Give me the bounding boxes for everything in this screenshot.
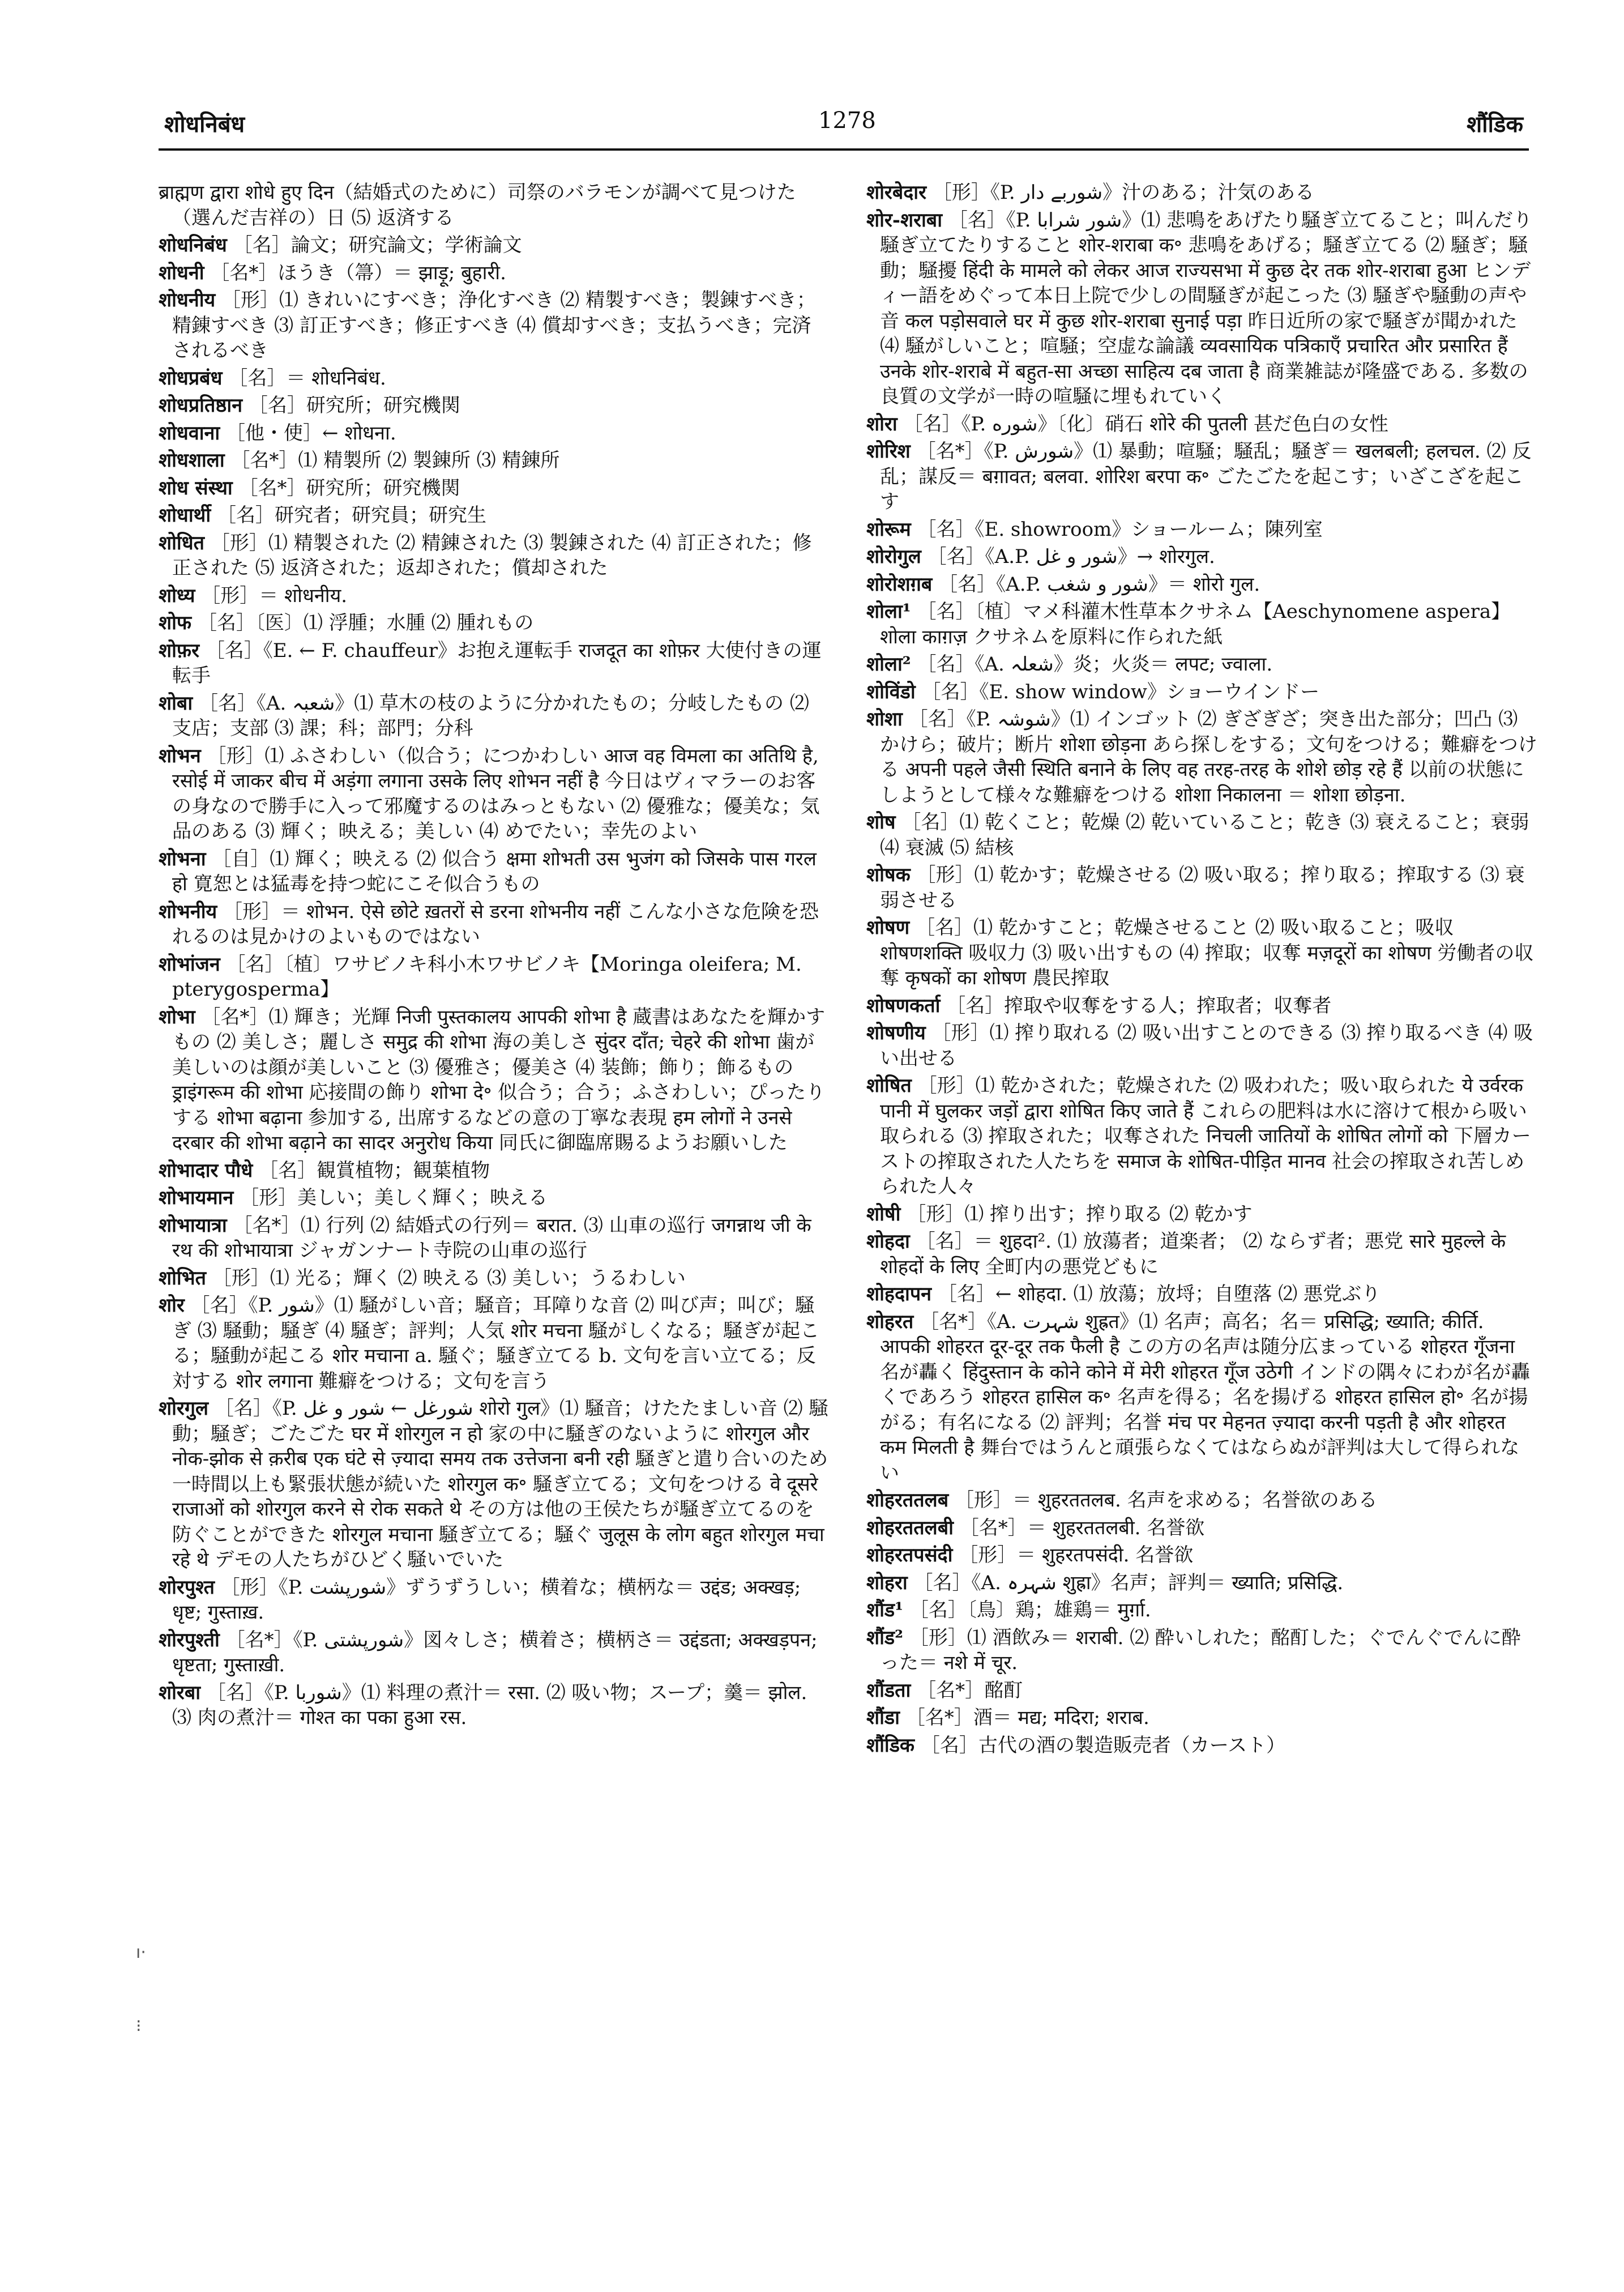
entry-definition: ［名*］⑴ 行列 ⑵ 結婚式の行列＝ बरात. ⑶ 山車の巡行 जगन्नाथ जी के रथ की शोभायात्रा ジャガンナート寺院の山車の巡行 — [172, 1214, 811, 1262]
entry-headword: शोधार्थी — [159, 504, 211, 527]
entry-definition: ［名］＝ शुहदा². ⑴ 放蕩者；道楽者； ⑵ ならず者；悪党 सारे मुहल्ले के शोहदों के लिए 全町内の悪党どもに — [880, 1230, 1506, 1278]
entry-definition: ［形］⑴ 乾かす；乾燥させる ⑵ 吸い取る；搾り取る；搾取する ⑶ 衰弱させる — [880, 864, 1525, 912]
dictionary-entry — [159, 366, 830, 391]
entry-headword: शोफ — [159, 612, 192, 634]
entry-headword: शोहदा — [866, 1230, 910, 1253]
entry-headword: शोषित — [866, 1074, 912, 1097]
dictionary-entry — [159, 1185, 830, 1211]
entry-definition: ［名*］＝ शुहरततलबी. 名誉欲 — [959, 1516, 1205, 1539]
entry-headword: शोभांजन — [159, 953, 220, 976]
entry-headword: शोध्य — [159, 584, 195, 607]
header-rule — [159, 148, 1529, 151]
page-number: 1278 — [818, 108, 876, 134]
entry-definition: ［名］《A.P. شور و شغب》＝ शोरो गुल. — [938, 573, 1260, 596]
entry-definition: ［形］＝ शुहरततलब. 名声を求める；名誉欲のある — [954, 1489, 1378, 1512]
entry-definition: ［形］＝ शोभन. ऐसे छोटे ख़तरों से डरना शोभनीय नहीं こんな小さな危険を恐れるのは見かけのよいものではない — [172, 900, 819, 948]
entry-definition: ［名］《P. شوربا》⑴ 料理の煮汁＝ रसा. ⑵ 吸い物；スープ；羹＝ झोल. ⑶ 肉の煮汁＝ गोश्त का पका हुआ रस. — [172, 1681, 807, 1729]
dictionary-entry — [866, 1733, 1537, 1759]
dictionary-entry — [866, 680, 1537, 705]
dictionary-entry — [159, 233, 830, 258]
entry-definition: ［名］論文；研究論文；学術論文 — [233, 234, 522, 257]
dictionary-entry — [866, 599, 1537, 650]
dictionary-entry — [866, 707, 1537, 808]
dictionary-entry — [159, 1158, 830, 1184]
entry-headword: शोर — [159, 1294, 185, 1317]
entry-definition: ［自］⑴ 輝く；映える ⑵ 似合う क्षमा शोभती उस भुजंग को जिसके पास गरल हो 寛恕とは猛毒を持つ蛇にこそ似合うもの — [172, 847, 817, 895]
entry-definition: ［名］《P. شوره》〔化〕硝石 शोरे की पुतली 甚だ色白の女性 — [903, 412, 1388, 436]
entry-headword: शोला¹ — [866, 600, 911, 623]
entry-headword: शोरोशग़ब — [866, 573, 933, 596]
dictionary-entry — [159, 476, 830, 501]
entry-definition: ［名］《E. ← F. chauffeur》お抱え運転手 राजदूत का शोफ़र 大使付きの運転手 — [172, 639, 822, 687]
entry-definition: ［形］⑴ 光る；輝く ⑵ 映える ⑶ 美しい；うるわしい — [212, 1266, 686, 1290]
entry-headword: शोधशाला — [159, 449, 225, 472]
dictionary-entry — [866, 1625, 1537, 1676]
entry-definition: ［形］⑴ 搾り取れる ⑵ 吸い出すことのできる ⑶ 搾り取るべき ⑷ 吸い出せる — [880, 1022, 1533, 1070]
dictionary-entry — [866, 993, 1537, 1019]
page-header — [164, 108, 1523, 147]
entry-headword: शोधित — [159, 531, 205, 554]
entry-definition: ［名*］⑴ 輝き；光輝 निजी पुस्तकालय आपकी शोभा है 蔵書はあなたを輝かすもの ⑵ 美しさ；麗しさ समुद्र की शोभा 海の美しさ सुंदर दाँत; चेहरे की शोभा 歯が美しいのは顔が美しいこと ⑶ 優雅さ；優美さ ⑷ 装飾；飾り；飾るもの ड्राइंगरूम की शोभा 応接間の飾り शोभा दे॰ 似合う；合う；ふさわしい；ぴったりする शोभा बढ़ाना 参加する, 出席するなどの意の丁寧な表現 हम लोगों ने उनसे दरबार की शोभा बढ़ाने का सादर अनुरोध किया 同氏に御臨席賜るようお願いした — [172, 1005, 826, 1154]
entry-headword: शोभायमान — [159, 1186, 234, 1209]
dictionary-entry — [866, 1570, 1537, 1596]
dictionary-entry — [866, 1705, 1537, 1731]
entry-headword: शोभनीय — [159, 900, 217, 923]
entry-definition: ［名］観賞植物；観葉植物 — [259, 1159, 490, 1182]
dictionary-entry — [866, 1229, 1537, 1279]
entry-definition: ［形］⑴ ふさわしい（似合う；につかわしい आज वह विमला का अतिथि है, रसोई में जाकर बीच में अड़ंगा लगाना उसके लिए शोभन नहीं है 今日はヴィマラーのお客の身なので勝手に入って邪魔するのはみっともない ⑵ 優雅な；優美な；気品のある ⑶ 輝く；映える；美しい ⑷ めでたい；幸先のよい — [172, 744, 820, 843]
entry-headword: शोषण — [866, 916, 910, 939]
entry-headword: शौंड¹ — [866, 1599, 904, 1621]
dictionary-entry — [159, 180, 830, 231]
entry-definition: ［形］＝ शुहरतपसंदी. 名誉欲 — [959, 1544, 1194, 1567]
dictionary-entry — [866, 208, 1537, 409]
dictionary-entry — [866, 572, 1537, 597]
entry-headword: शोशा — [866, 708, 903, 731]
dictionary-entry — [866, 1073, 1537, 1200]
dictionary-entry — [159, 1293, 830, 1394]
dictionary-entry — [866, 810, 1537, 860]
dictionary-entry — [159, 503, 830, 528]
entry-definition: ［名*］酒＝ मद्य; मदिरा; शराब. — [905, 1706, 1149, 1729]
entry-headword: शोधनिबंध — [159, 234, 227, 257]
entry-definition: ［名］研究者；研究員；研究生 — [217, 504, 486, 527]
entry-headword: शोभादार पौधे — [159, 1159, 253, 1182]
entry-headword: शोषणकर्ता — [866, 994, 941, 1017]
entry-headword: शोहदापन — [866, 1283, 932, 1305]
entry-headword: शोधनी — [159, 261, 204, 284]
entry-definition: ［名］古代の酒の製造販売者（カースト） — [920, 1734, 1286, 1757]
entry-definition: ［名］《E. show window》ショーウインドー — [921, 680, 1320, 703]
entry-definition: ［形］美しい；美しく輝く；映える — [240, 1186, 548, 1209]
entry-definition: ［名］研究所；研究機関 — [248, 394, 460, 417]
dictionary-entry — [866, 863, 1537, 913]
entry-definition: ［形］⑴ 酒飲み＝ शराबी. ⑵ 酔いしれた；酩酊した；ぐでんぐでんに酔った＝ नशे में चूर. — [880, 1626, 1521, 1674]
running-head-left: शोधनिबंध — [164, 111, 245, 138]
entry-headword: शोहरततलब — [866, 1489, 949, 1512]
entry-definition: ［名*］《P. شورش》⑴ 暴動；喧騒；騒乱；騒ぎ＝ खलबली; हलचल. ⑵ 反乱；謀反＝ बग़ावत; बलवा. शोरिश बरपा क॰ ごたごたを起こす；いざこざを起こす — [880, 440, 1532, 513]
dictionary-entry — [159, 952, 830, 1002]
entry-definition: ［名*］ほうき（箒）＝ झाड़ू; बुहारी. — [210, 261, 506, 284]
entry-headword: शोभन — [159, 744, 201, 767]
entry-headword: शोभा — [159, 1005, 195, 1028]
dictionary-entry — [159, 1213, 830, 1264]
entry-headword: शोहरत — [866, 1310, 914, 1333]
entry-headword: शोधवाना — [159, 421, 220, 445]
entry-headword: शोभित — [159, 1266, 207, 1290]
entry-definition: ［形］《P. شوربے دار》汁のある；汁気のある — [932, 181, 1315, 204]
dictionary-entry — [159, 583, 830, 609]
dictionary-entry — [866, 1202, 1537, 1227]
entry-headword: शोष — [866, 811, 896, 834]
entry-headword: शोरोगुल — [866, 545, 921, 568]
dictionary-entry — [866, 439, 1537, 515]
dictionary-entry — [866, 1598, 1537, 1623]
entry-headword: शोला² — [866, 653, 911, 676]
dictionary-entry — [866, 1309, 1537, 1486]
entry-headword: शोध संस्था — [159, 476, 233, 500]
entry-definition: ［名］《P. شور شرابا》⑴ 悲鳴をあげたり騒ぎ立てること；叫んだり騒ぎ立てたりすること शोर-शराबा क॰ 悲鳴をあげる；騒ぎ立てる ⑵ 騒ぎ；騒動；騒擾 हिंदी के मामले को लेकर आज राज्यसभा में कुछ देर तक शोर-शराबा हुआ ヒンディー語をめぐって本日上院で少しの間騒ぎが起こった ⑶ 騒ぎや騒動の声や音 कल पड़ोसवाले घर में कुछ शोर-शराबा सुनाई पड़ा 昨日近所の家で騒ぎが聞かれた ⑷ 騒がしいこと；喧騒；空虚な論議 व्यवसायिक पत्रिकाएँ प्रचारित और प्रसारित हैं उनके शोर-शराबे में बहुत-सा अच्छा साहित्य दब जाता है 商業雑誌が隆盛である. 多数の良質の文学が一時の喧騒に埋もれていく — [880, 208, 1533, 408]
entry-headword: शोरपुश्ती — [159, 1628, 220, 1651]
entry-definition: ［形］⑴ 精製された ⑵ 精錬された ⑶ 製錬された ⑷ 訂正された；修正された ⑸ 返済された；返却された；償却された — [172, 531, 812, 579]
entry-headword: शोधप्रतिष्ठान — [159, 394, 243, 417]
entry-definition: ［名］＝ शोधनिबंध. — [228, 366, 386, 390]
entry-definition: ［名］《A.P. شور و غل》→ शोरगुल. — [927, 545, 1215, 568]
entry-headword: शोषक — [866, 864, 911, 886]
entry-headword: शोरा — [866, 412, 898, 436]
dictionary-entry — [866, 412, 1537, 437]
entry-definition: ［他・使］← शोधना. — [226, 421, 396, 445]
entry-definition: ［形］⑴ きれいにすべき；浄化すべき ⑵ 精製すべき；製錬すべき；精錬すべき ⑶ 訂正すべき；修正すべき ⑷ 償却すべき；支払うべき；完済されるべき — [172, 289, 816, 362]
dictionary-entry — [159, 531, 830, 581]
entry-definition: ［名］《A. شعبہ》⑴ 草木の枝のように分かれたもの；分岐したもの ⑵ 支店；支部 ⑶ 課；科；部門；分科 — [172, 692, 809, 740]
dictionary-entry — [159, 261, 830, 286]
entry-definition: ［名］← शोहदा. ⑴ 放蕩；放埒；自堕落 ⑵ 悪党ぶり — [937, 1283, 1381, 1305]
entry-definition: ［形］《P. شورپشت》ずうずうしい；横着な；横柄な＝ उद्दंड; अक्खड़; धृष्ट; गुस्ताख़. — [172, 1576, 801, 1624]
entry-definition: ［名］《A. شہرہ शुह्रा》名声；評判＝ ख्याति; प्रसिद्धि. — [913, 1571, 1344, 1594]
entry-definition: ［名］《P. شوشہ》⑴ インゴット ⑵ ぎざぎざ；突き出た部分；凹凸 ⑶ かけら；破片；断片 शोशा छोड़ना あら探しをする；文句をつける；難癖をつける अपनी पहले जैसी स्थिति बनाने के लिए वह तरह-तरह के शोशे छोड़ रहे हैं 以前の状態にしようとして様々な難癖をつける शोशा निकालना ＝ शोशा छोड़ना. — [880, 708, 1537, 806]
dictionary-entry — [866, 1282, 1537, 1307]
entry-headword: शौंडता — [866, 1679, 911, 1702]
entry-definition: ［名］《P. شورغل ← شور و غل शोरो गुल》⑴ 騒音；けたたましい音 ⑵ 騒動；騒ぎ；ごたごた घर में शोरगुल न हो 家の中に騒ぎのないように शोरगुल और नोक-झोक से क़रीब एक घंटे से ज़्यादा समय तक उत्तेजना बनी रही 騒ぎと遣り合いのため一時間以上も緊張状態が続いた शोरगुल क॰ 騒ぎ立てる；文句をつける वे दूसरे राजाओं को शोरगुल करने से रोक सकते थे その方は他の王侯たちが騒ぎ立てるのを防ぐことができた शोरगुल मचाना 騒ぎ立てる；騒ぐ जुलूस के लोग बहुत शोरगुल मचा रहे थे デモの人たちがひどく騒いでいた — [172, 1397, 828, 1571]
entry-headword: शोहरततलबी — [866, 1516, 954, 1539]
entry-headword: शौंडा — [866, 1706, 900, 1729]
entry-definition: ［名*］《P. شورپشتی》図々しさ；横着さ；横柄さ＝ उद्दंडता; अक्खड़पन; धृष्टता; गुस्ताख़ी. — [172, 1628, 818, 1676]
dictionary-entry — [159, 393, 830, 419]
dictionary-entry — [866, 544, 1537, 570]
entry-headword: शोहरा — [866, 1571, 908, 1594]
entry-headword: शोरिश — [866, 440, 911, 463]
dictionary-entry — [159, 744, 830, 844]
entry-headword: शोरगुल — [159, 1397, 209, 1420]
dictionary-entry — [159, 638, 830, 689]
right-column — [866, 180, 1537, 1760]
entry-definition: ［名］〔鳥〕鶏；雄鶏＝ मुर्ग़ा. — [909, 1599, 1151, 1621]
entry-definition: ［名*］《A. شہرت शुह्रत》⑴ 名声；高名；名＝ प्रसिद्धि; ख्याति; कीर्ति. आपकी शोहरत दूर-दूर तक फैली है この方の名声は随分広まっている शोहरत गूँजना 名が轟く हिंदुस्तान के कोने कोने में मेरी शोहरत गूँज उठेगी インドの隅々にわが名が轟くであろう शोहरत हासिल क॰ 名声を得る；名を揚げる शोहरत हासिल हो॰ 名が揚がる；有名になる ⑵ 評判；名誉 मंच पर मेहनत ज़्यादा करनी पड़ती है और शोहरत कम मिलती है 舞台ではうんと頑張らなくてはならぬが評判は大して得られない — [880, 1310, 1531, 1484]
entry-definition: ［名*］⑴ 精製所 ⑵ 製錬所 ⑶ 精錬所 — [230, 449, 560, 472]
dictionary-entry — [866, 1021, 1537, 1071]
entry-definition: ［形］⑴ 搾り出す；搾り取る ⑵ 乾かす — [907, 1202, 1253, 1226]
entry-headword: शोधप्रबंध — [159, 366, 223, 390]
entry-headword: शोविंडो — [866, 680, 916, 703]
dictionary-entry — [159, 899, 830, 950]
entry-headword: शोषी — [866, 1202, 901, 1226]
margin-mark: ı· — [136, 1943, 146, 1962]
entry-definition: ［名］《E. showroom》ショールーム；陳列室 — [917, 518, 1323, 541]
entry-definition: ［名］〔植〕マメ科灌木性草本クサネム【Aeschynomene aspera】 शोला काग़ज़ クサネムを原料に作られた紙 — [880, 600, 1511, 648]
dictionary-entry — [159, 448, 830, 473]
dictionary-entry — [866, 1488, 1537, 1513]
margin-mark: ⁝ — [136, 2016, 142, 2036]
entry-definition: ［形］⑴ 乾かされた；乾燥された ⑵ 吸われた；吸い取られた ये उर्वरक पानी में घुलकर जड़ों द्वारा शोषित किए जाते हैं これらの肥料は水に溶けて根から吸い取られる ⑶ 搾取された；収奪された निचली जातियों के शोषित लोगों को 下層カーストの搾取された人たちを समाज के शोषित-पीड़ित मानव 社会の搾取され苦しめられた人々 — [880, 1074, 1531, 1198]
dictionary-entry — [159, 1680, 830, 1731]
dictionary-entry — [866, 517, 1537, 543]
dictionary-entry — [159, 1005, 830, 1156]
entry-definition: ［名］《P. شور》⑴ 騒がしい音；騒音；耳障りな音 ⑵ 叫び声；叫び；騒ぎ ⑶ 騒動；騒ぎ ⑷ 騒ぎ；評判；人気 शोर मचना 騒がしくなる；騒ぎが起こる；騒動が起こる शोर मचाना a. 騒ぐ；騒ぎ立てる b. 文句を言い立てる；反対する शोर लगाना 難癖をつける；文句を言う — [172, 1294, 820, 1393]
dictionary-entry — [866, 1543, 1537, 1568]
entry-headword: शोभायात्रा — [159, 1214, 227, 1237]
dictionary-entry — [159, 1575, 830, 1625]
entry-headword: शोबा — [159, 692, 193, 715]
dictionary-entry — [866, 652, 1537, 677]
dictionary-entry — [159, 611, 830, 636]
entry-headword: शोर-शराबा — [866, 208, 942, 232]
running-head-right: शौंडिक — [1466, 111, 1523, 138]
dictionary-entry — [866, 180, 1537, 206]
entry-definition: ［名*］研究所；研究機関 — [238, 476, 460, 500]
dictionary-entry — [866, 1516, 1537, 1541]
dictionary-entry — [159, 288, 830, 364]
left-column — [159, 180, 830, 1733]
entry-headword: शोरपुश्त — [159, 1576, 215, 1599]
dictionary-entry — [866, 915, 1537, 991]
entry-headword: शोभना — [159, 847, 206, 870]
entry-headword: शोषणीय — [866, 1022, 926, 1044]
dictionary-entry — [159, 1266, 830, 1291]
dictionary-entry — [866, 1678, 1537, 1704]
entry-headword: शौंडिक — [866, 1734, 915, 1757]
entry-definition: ［名］搾取や収奪をする人；搾取者；収奪者 — [946, 994, 1332, 1017]
dictionary-entry — [159, 1628, 830, 1678]
entry-definition: ［形］＝ शोधनीय. — [201, 584, 348, 607]
entry-definition: ［名］⑴ 乾くこと；乾燥 ⑵ 乾いていること；乾き ⑶ 衰えること；衰弱 ⑷ 衰滅 ⑸ 結核 — [880, 811, 1529, 859]
dictionary-entry — [159, 1396, 830, 1573]
entry-headword: शोधनीय — [159, 289, 216, 311]
entry-headword: शौंड² — [866, 1626, 904, 1649]
entry-definition: ［名］〔医〕⑴ 浮腫；水腫 ⑵ 腫れもの — [197, 612, 534, 634]
entry-definition: ［名*］酩酊 — [917, 1679, 1023, 1702]
entry-definition: ［名］《A. شعلہ》炎；火炎＝ लपट; ज्वाला. — [917, 653, 1273, 676]
dictionary-entry — [159, 421, 830, 446]
entry-headword: शोफ़र — [159, 639, 200, 662]
dictionary-entry — [159, 847, 830, 897]
entry-definition: ब्राह्मण द्वारा शोधे हुए दिन（結婚式のために）司祭のバラモンが調べて見つけた（選んだ吉祥の）日 ⑸ 返済する — [159, 181, 796, 229]
entry-definition: ［名］⑴ 乾かすこと；乾燥させること ⑵ 吸い取ること；吸収 शोषणशक्ति 吸収力 ⑶ 吸い出すもの ⑷ 搾取；収奪 मज़दूरों का शोषण 労働者の収奪 कृषकों का शोषण 農民搾取 — [880, 916, 1534, 989]
entry-headword: शोरबा — [159, 1681, 201, 1704]
entry-headword: शोहरतपसंदी — [866, 1544, 953, 1567]
dictionary-entry — [159, 691, 830, 741]
entry-definition: ［名］〔植〕ワサビノキ科小木ワサビノキ【Moringa oleifera; M. pterygosperma】 — [172, 953, 802, 1001]
entry-headword: शोरूम — [866, 518, 911, 541]
entry-headword: शोरबेदार — [866, 181, 927, 204]
